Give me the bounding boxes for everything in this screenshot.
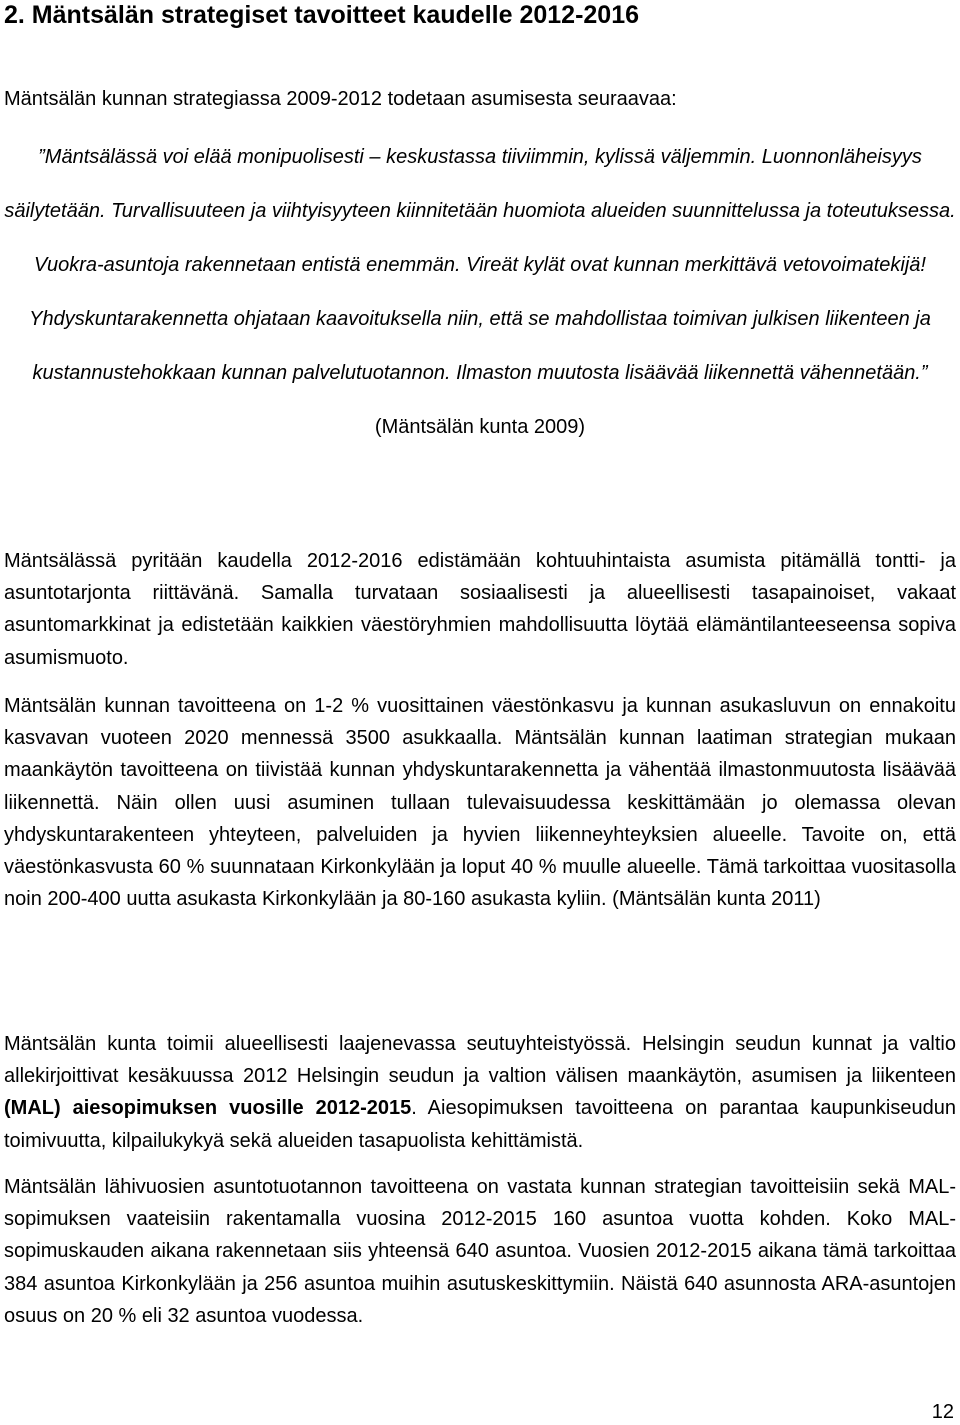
paragraph-population-growth: Mäntsälän kunnan tavoitteena on 1-2 % vuosittainen väestönkasvu ja kunnan asukasluvun on ennakoitu kasvavan vuoteen 2020 mennessä 3500 asukkaalla. Mäntsälän kunnan laatiman strategian mukaan maankäytön tavoitteena on tiivistää kunnan yhdyskuntarakennetta ja vähentää ilmastonmuutosta lisäävää liikennettä. Näin ollen uusi asuminen tullaan tulevaisuudessa keskittämään jo olemassa olevan yhdyskuntarakenteen yhteyteen, palveluiden ja hyvien liikenneyhteyksien alueelle. Tavoite on, että väestönkasvusta 60 % suunnataan Kirkonkylään ja loput 40 % muulle alueelle. Tämä tarkoittaa vuositasolla noin 200-400 uutta asukasta Kirkonkylään ja 80-160 asukasta kyliin. (Mäntsälän kunta 2011) bbox=[4, 695, 956, 911]
paragraph-text: Mäntsälän kunta toimii alueellisesti laajenevassa seutuyhteistyössä. Helsingin seudun kunnat ja valtio allekirjoittivat kesäkuussa 2012 Helsingin seudun ja valtion välisen maankäytön, asumisen ja liikenteen bbox=[4, 1033, 956, 1088]
paragraph-affordable-housing: Mäntsälässä pyritään kaudella 2012-2016 edistämään kohtuuhintaista asumista pitämällä tontti- ja asuntotarjonta riittävänä. Samalla turvataan sosiaalisesti ja alueellisesti tasapainoiset, vakaat asuntomarkkinat ja edistetään kaikkien väestöryhmien mahdollisuutta löytää elämäntilanteeseensa sopiva asumismuoto. bbox=[4, 550, 956, 669]
paragraph-text: . Aiesopimuksen tavoitteena on parantaa kaupunkiseudun toimivuutta, kilpailukykyä sekä alueiden tasapuolista kehittämistä. bbox=[4, 1097, 956, 1152]
paragraph-regional-cooperation bbox=[4, 1028, 956, 1157]
strategy-quote bbox=[4, 130, 956, 454]
mal-agreement-emphasis: (MAL) aiesopimuksen vuosille 2012-2015 bbox=[4, 1097, 412, 1120]
quote-text: ”Mäntsälässä voi elää monipuolisesti – keskustassa tiiviimmin, kylissä väljemmin. Luonnonläheisyys säilytetään. Turvallisuuteen ja viihtyisyyteen kiinnitetään huomiota alueiden suunnittelussa ja toteutuksessa. Vuokra-asuntoja rakennetaan entistä enemmän. Vireät kylät ovat kunnan merkittävä vetovoimatekijä! Yhdyskuntarakennetta ohjataan kaavoituksella niin, että se mahdollistaa toimivan julkisen liikenteen ja kustannustehokkaan kunnan palvelutuotannon. Ilmaston muutosta lisäävää liikennettä vähennetään.” bbox=[4, 146, 956, 384]
paragraph-housing-production: Mäntsälän lähivuosien asuntotuotannon tavoitteena on vastata kunnan strategian tavoitteisiin sekä MAL-sopimuksen vaateisiin rakentamalla vuosina 2012-2015 160 asuntoa vuotta kohden. Koko MAL-sopimuskauden aikana rakennetaan siis yhteensä 640 asuntoa. Vuosien 2012-2015 aikana tämä tarkoittaa 384 asuntoa Kirkonkylään ja 256 asuntoa muihin asutuskeskittymiin. Näistä 640 asunnosta ARA-asuntojen osuus on 20 % eli 32 asuntoa vuodessa. bbox=[4, 1176, 956, 1327]
page-number: 12 bbox=[931, 1401, 954, 1423]
intro-text: Mäntsälän kunnan strategiassa 2009-2012 todetaan asumisesta seuraavaa: bbox=[4, 88, 677, 110]
section-heading: 2. Mäntsälän strategiset tavoitteet kaudelle 2012-2016 bbox=[4, 1, 640, 29]
quote-source: (Mäntsälän kunta 2009) bbox=[374, 416, 586, 438]
